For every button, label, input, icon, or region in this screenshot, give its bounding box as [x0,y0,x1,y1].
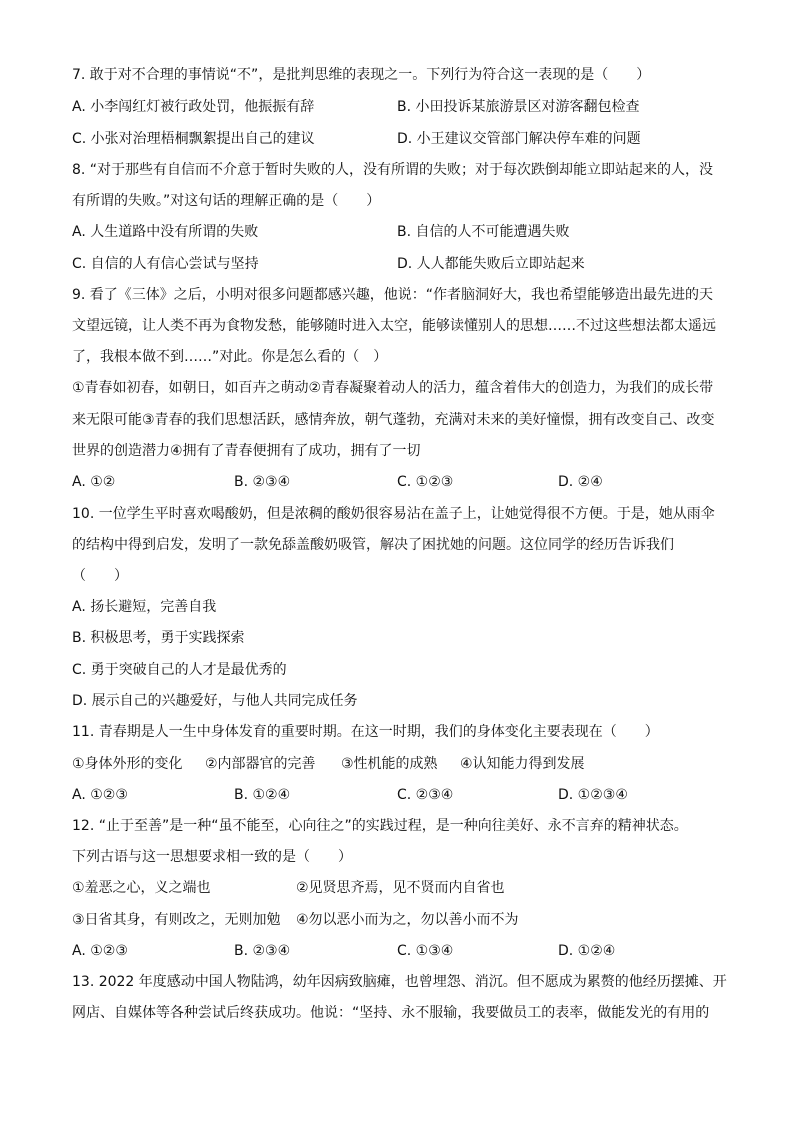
q12-item-4: ④勿以恶小而为之，勿以善小而不为 [296,912,519,928]
q11-option-a: A. ①②③ [72,787,128,803]
q11-item-4: ④认知能力得到发展 [460,756,585,772]
q8-option-b: B. 自信的人不可能遭遇失败 [397,224,570,240]
q10-option-c: C. 勇于突破自己的人才是最优秀的 [72,662,287,678]
q10-stem-line3: （ ） [72,568,128,584]
q10-option-d: D. 展示自己的兴趣爱好，与他人共同完成任务 [72,693,358,709]
q10-stem-line1: 10. 一位学生平时喜欢喝酸奶，但是浓稠的酸奶很容易沾在盖子上，让她觉得很不方便。于是，她从雨伞 [72,506,715,522]
q9-option-b: B. ②③④ [234,474,291,490]
q12-option-a: A. ①②③ [72,943,128,959]
q8-option-a: A. 人生道路中没有所谓的失败 [72,224,259,240]
q9-body-line1: ①青春如初春，如朝日，如百卉之萌动②青春凝聚着动人的活力，蕴含着伟大的创造力，为我们的成长带 [72,380,714,396]
q7-option-a: A. 小李闯红灯被行政处罚，他振振有辞 [72,99,315,115]
q10-stem-line2: 的结构中得到启发，发明了一款免舔盖酸奶吸管，解决了困扰她的问题。这位同学的经历告诉我们 [72,537,674,553]
q13-stem-line1: 13. 2022 年度感动中国人物陆鸿，幼年因病致脑瘫，也曾埋怨、消沉。但不愿成为累赘的他经历摆摊、开 [72,974,727,990]
q9-stem-line3: 了，我根本做不到……”对此。你是怎么看的（ ） [72,349,388,365]
q12-item-2: ②见贤思齐焉，见不贤而内自省也 [296,880,505,896]
q7-option-b: B. 小田投诉某旅游景区对游客翻包检查 [397,99,640,115]
q9-option-d: D. ②④ [558,474,603,490]
q13-stem-line2: 网店、自媒体等各种尝试后终获成功。他说：“坚持、永不服输，我要做员工的表率，做能发光的有用的 [72,1005,710,1021]
q12-item-1: ①羞恶之心，义之端也 [72,880,211,896]
q12-option-d: D. ①②④ [558,943,616,959]
q9-option-a: A. ①② [72,474,116,490]
q9-body-line2: 来无限可能③青春的我们思想活跃，感情奔放，朝气蓬勃，充满对未来的美好憧憬，拥有改变自己、改变 [72,412,715,428]
q10-option-a: A. 扬长避短，完善自我 [72,599,217,615]
q7-option-d: D. 小王建议交管部门解决停车难的问题 [397,131,641,147]
q7-stem: 7. 敢于对不合理的事情说“不”，是批判思维的表现之一。下列行为符合这一表现的是（ ） [72,67,651,83]
q7-option-c: C. 小张对治理梧桐飘絮提出自己的建议 [72,131,315,147]
q10-option-b: B. 积极思考，勇于实践探索 [72,630,245,646]
q12-item-3: ③日省其身，有则改之，无则加勉 [72,912,281,928]
q8-stem-line2: 有所谓的失败。”对这句话的理解正确的是（ ） [72,193,381,209]
q9-stem-line2: 文望远镜，让人类不再为食物发愁，能够随时进入太空，能够读懂别人的思想……不过这些想法都太遥远 [72,318,716,334]
q11-item-2: ②内部器官的完善 [205,756,316,772]
q11-item-3: ③性机能的成熟 [341,756,438,772]
q11-option-b: B. ①②④ [234,787,291,803]
q9-stem-line1: 9. 看了《三体》之后，小明对很多问题都感兴趣，他说：“作者脑洞好大，我也希望能够造出最先进的天 [72,287,714,303]
q11-item-1: ①身体外形的变化 [72,756,183,772]
q9-body-line3: 世界的创造潜力④拥有了青春便拥有了成功，拥有了一切 [72,443,421,459]
q8-option-c: C. 自信的人有信心尝试与坚持 [72,256,259,272]
q12-option-c: C. ①③④ [397,943,454,959]
q12-stem-line2: 下列古语与这一思想要求相一致的是（ ） [72,849,352,865]
q11-option-d: D. ①②③④ [558,787,628,803]
q12-option-b: B. ②③④ [234,943,291,959]
q12-stem-line1: 12. “止于至善”是一种“虽不能至，心向往之”的实践过程，是一种向往美好、永不言弃的精神状态。 [72,818,688,834]
q8-stem-line1: 8. “对于那些有自信而不介意于暂时失败的人，没有所谓的失败；对于每次跌倒却能立即站起来的人，没 [72,162,714,178]
q11-stem: 11. 青春期是人一生中身体发育的重要时期。在这一时期，我们的身体变化主要表现在（ ） [72,724,659,740]
q8-option-d: D. 人人都能失败后立即站起来 [397,256,585,272]
q11-option-c: C. ②③④ [397,787,454,803]
q9-option-c: C. ①②③ [397,474,454,490]
